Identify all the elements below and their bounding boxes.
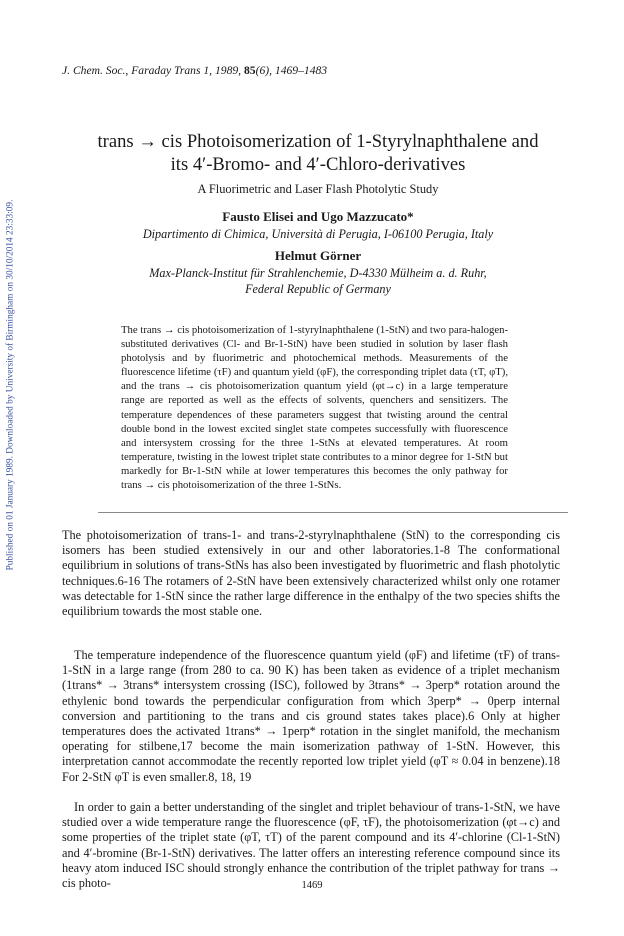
affiliation-perugia-line: Dipartimento di Chimica, Università di Perugia, I-06100 Perugia, Italy (142, 227, 494, 241)
authors-mulheim: Helmut Görner (274, 248, 362, 263)
download-watermark-text: Published on 01 January 1989. Downloaded by University of Birmingham on 30/10/2014 23:33:09. (5, 199, 16, 571)
affiliation-mulheim-line-1: Max-Planck-Institut für Strahlenchemie, D-4330 Mülheim a. d. Ruhr, (149, 266, 487, 280)
affiliation-mulheim (40, 265, 596, 297)
body-paragraph-3: In order to gain a better understanding of the singlet and triplet behaviour of trans-1-StN, we have studied over a wide temperature range the fluorescence (φF, τF), the photoisomerization (φt→c) and some properties of the triplet state (φT, τT) of the parent compound and its 4′-chlorine (Cl-1-StN) and 4′-bromine (Br-1-StN) derivatives. The latter offers an interesting reference compound since its heavy atom induced ISC should strongly enhance the contribution of the triplet pathway for trans → cis photo- (62, 800, 560, 891)
article-title-line-1: trans → cis Photoisomerization of 1-Styrylnaphthalene and (97, 131, 539, 152)
article-subtitle: A Fluorimetric and Laser Flash Photolytic Study (197, 182, 439, 196)
body-paragraph-2: The temperature independence of the fluorescence quantum yield (φF) and lifetime (τF) of trans-1-StN in a large range (from 280 to ca. 90 K) has been taken as evidence of a triplet mechanism (1trans* → 3trans* intersystem crossing (ISC), followed by 3trans* → 3perp* rotation around the ethylenic bond towards the perpendicular configuration from which 3perp* → 0perp internal conversion and partitioning to the trans and cis ground states takes place).6 Only at higher temperatures does the activated 1trans* → 1perp* rotation in the singlet manifold, the mechanism operating for stilbene,17 become the main isomerization pathway of 1-StN. However, this interpretation cannot accommodate the recently reported low triplet yield (φT ≈ 0.04 in benzene).18 For 2-StN φT is even smaller.8, 18, 19 (62, 648, 560, 784)
citation-pages: 1469–1483 (274, 64, 328, 77)
citation-journal: J. Chem. Soc., Faraday Trans 1, (62, 64, 213, 77)
article-title-line-2: its 4′-Bromo- and 4′-Chloro-derivatives (170, 154, 466, 175)
article-title (40, 130, 596, 176)
citation-volume: 85 (243, 64, 256, 77)
citation-issue: (6), (255, 64, 272, 77)
download-watermark (3, 150, 17, 620)
body-paragraph-1: The photoisomerization of trans-1- and trans-2-styrylnaphthalene (StN) to the corresponding cis isomers has been studied extensively in our and other laboratories.1-8 The conformational equilibrium in solutions of trans-StNs has also been investigated by fluorimetric and flash photolytic techniques.6-16 The rotamers of 2-StN have been extensively characterized whilst only one rotamer was detectable for 1-StN since the rather large difference in the enthalpy of the two species shifts the equilibrium towards the most stable one. (62, 528, 560, 619)
page-number: 1469 (301, 880, 323, 891)
abstract: The trans → cis photoisomerization of 1-styrylnaphthalene (1-StN) and two para-halogen-substituted derivatives (Cl- and Br-1-StN) have been studied in solution by laser flash photolysis and by fluorimetric and photochemical methods. Measurements of the fluorescence lifetime (τF) and quantum yield (φF), the corresponding triplet data (τT, φT), and the trans → cis photoisomerization quantum yield (φt→c) in a large temperature range are reported as well as the effects of solvents, quenchers and sensitizers. The temperature dependences of these parameters suggest that twisting around the central double bond in the lowest excited singlet state competes successfully with fluorescence and intersystem crossing for the three 1-StNs at elevated temperatures. At room temperature, twisting in the lowest triplet state contributes to a minor degree for 1-StN but markedly for Br-1-StN while at lower temperatures this becomes the only pathway for trans → cis photoisomerization of the three 1-StNs. (121, 324, 508, 492)
affiliation-mulheim-line-2: Federal Republic of Germany (245, 282, 391, 296)
citation-year: 1989, (214, 64, 242, 77)
authors-perugia: Fausto Elisei and Ugo Mazzucato* (222, 209, 414, 224)
section-divider (98, 512, 568, 513)
affiliation-perugia (40, 226, 596, 242)
journal-citation (62, 64, 562, 77)
